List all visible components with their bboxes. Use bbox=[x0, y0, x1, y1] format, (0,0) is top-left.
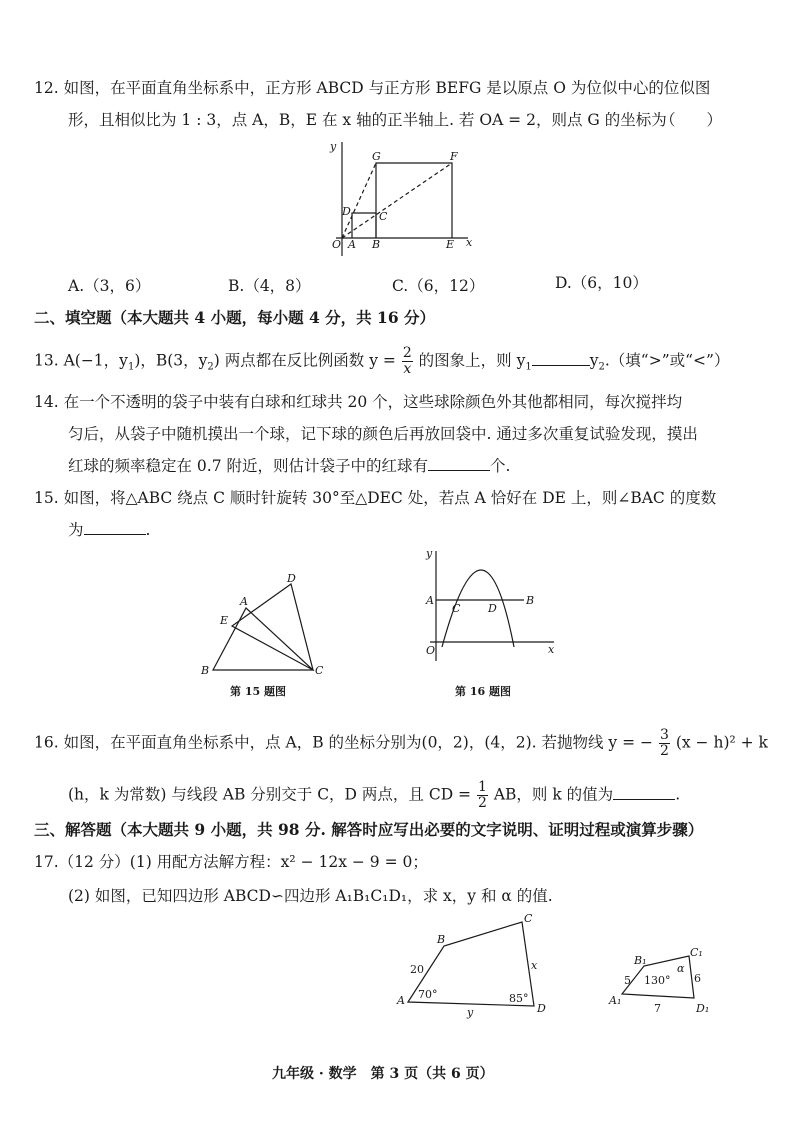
section3-title: 三、解答题（本大题共 9 小题，共 98 分. 解答时应写出必要的文字说明、证明过程或演算步骤） bbox=[34, 820, 704, 839]
q17-line2: (2) 如图，已知四边形 ABCD∽四边形 A₁B₁C₁D₁，求 x，y 和 α 的值. bbox=[68, 887, 553, 905]
q17-fig1-label-a: A bbox=[397, 994, 405, 1007]
q17-fig2-side-cd: 6 bbox=[694, 972, 701, 985]
q17-fig1-label-b: B bbox=[437, 933, 446, 946]
q16-line2-text: (h，k 为常数) 与线段 AB 分别交于 C，D 两点，且 CD = bbox=[68, 785, 472, 804]
q17-line1: 17.（12 分）(1) 用配方法解方程：x² − 12x − 9 = 0； bbox=[34, 853, 428, 871]
q13-pre: 13. A(−1，y bbox=[34, 351, 128, 370]
q17-fig2-side-ab: 5 bbox=[624, 974, 631, 987]
q17-fig1-side-y: y bbox=[467, 1006, 474, 1019]
q15-label-c: C bbox=[315, 664, 324, 677]
q16-frac2-num: 1 bbox=[477, 779, 487, 795]
q16-label-b: B bbox=[526, 594, 535, 607]
q16-fraction1 bbox=[659, 728, 670, 759]
q16-answer-blank[interactable] bbox=[613, 785, 675, 800]
q17-fig1-side-ab: 20 bbox=[410, 963, 424, 976]
q17-fig1-angle-a: 70° bbox=[418, 988, 438, 1001]
q16-figure bbox=[414, 545, 564, 665]
q16-line2 bbox=[68, 780, 680, 811]
q16-label-d: D bbox=[488, 602, 497, 615]
q12-label-e: E bbox=[446, 238, 455, 251]
q12-label-c: C bbox=[379, 210, 388, 223]
q13-frac-den: x bbox=[403, 361, 412, 377]
page-footer: 九年级 · 数学 第 3 页（共 6 页） bbox=[272, 1066, 494, 1082]
q15-label-b: B bbox=[201, 664, 210, 677]
q13-mid2: ) 两点都在反比例函数 y = bbox=[213, 351, 396, 370]
q15-figure bbox=[196, 568, 332, 684]
q14-line3-end: 个. bbox=[490, 457, 511, 475]
q12-option-b: B.（4，8） bbox=[228, 277, 311, 295]
q13-fraction bbox=[402, 346, 413, 377]
q15-label-a: A bbox=[240, 595, 248, 608]
q15-label-e: E bbox=[220, 614, 229, 627]
q16-frac1-num: 3 bbox=[659, 727, 669, 743]
q15-line2-end: . bbox=[145, 521, 151, 539]
q15-line2 bbox=[68, 520, 150, 540]
q16-label-x: x bbox=[548, 643, 555, 656]
q12-line1: 12. 如图，在平面直角坐标系中，正方形 ABCD 与正方形 BEFG 是以原点 O 为位似中心的位似图 bbox=[34, 79, 711, 97]
q15-line2-text: 为 bbox=[68, 521, 84, 539]
q12-option-d: D.（6，10） bbox=[555, 274, 648, 292]
q12-large-square bbox=[376, 163, 452, 238]
q14-line2: 匀后，从袋子中随机摸出一个球，记下球的颜色后再放回袋中. 通过多次重复试验发现，摸出 bbox=[68, 425, 698, 443]
q13-answer-blank[interactable] bbox=[532, 351, 590, 366]
q12-label-y: y bbox=[330, 140, 337, 153]
q12-label-o: O bbox=[332, 238, 342, 251]
q13-mid: )，B(3，y bbox=[134, 351, 208, 370]
section2-title: 二、填空题（本大题共 4 小题，每小题 4 分，共 16 分） bbox=[34, 308, 436, 327]
q16-label-y: y bbox=[426, 547, 433, 560]
q12-label-f: F bbox=[450, 150, 458, 163]
q13-post: 的图象上，则 y bbox=[418, 351, 526, 370]
q13-sub4: 2 bbox=[598, 361, 605, 373]
q17-fig2-label-a: A₁ bbox=[609, 994, 622, 1007]
q17-fig1-side-x: x bbox=[531, 959, 538, 972]
q13-sub3: 1 bbox=[525, 361, 532, 373]
q17-fig2-angle-b: 130° bbox=[644, 974, 671, 987]
q16-line1 bbox=[34, 728, 768, 759]
q16-line2-mid: AB，则 k 的值为 bbox=[493, 785, 614, 804]
q12-label-b: B bbox=[372, 238, 381, 251]
q17-figure-a1b1c1d1 bbox=[604, 946, 716, 1022]
q12-label-d: D bbox=[342, 205, 351, 218]
q16-frac2-den: 2 bbox=[477, 795, 487, 811]
q14-answer-blank[interactable] bbox=[428, 456, 490, 471]
q14-line3-text: 红球的频率稳定在 0.7 附近，则估计袋子中的红球有 bbox=[68, 457, 429, 475]
q15-line1: 15. 如图，将△ABC 绕点 C 顺时针旋转 30°至△DEC 处，若点 A 恰好在 DE 上，则∠BAC 的度数 bbox=[34, 489, 717, 507]
q12-answer-paren: （ ） bbox=[660, 111, 723, 129]
q15-answer-blank[interactable] bbox=[84, 520, 146, 535]
q16-line1-text: 16. 如图，在平面直角坐标系中，点 A，B 的坐标分别为(0，2)，(4，2). 若抛物线 y = − bbox=[34, 733, 654, 752]
q16-line2-end: . bbox=[675, 785, 681, 804]
q12-figure bbox=[300, 138, 480, 260]
q13-frac-num: 2 bbox=[402, 345, 412, 361]
q13-post2: .（填“>”或“<”） bbox=[604, 351, 730, 370]
q12-option-c: C.（6，12） bbox=[392, 277, 485, 295]
q12-label-x: x bbox=[466, 236, 473, 249]
q17-fig2-alpha: α bbox=[677, 962, 685, 975]
q16-label-a: A bbox=[426, 594, 434, 607]
q17-fig1-label-c: C bbox=[524, 912, 533, 925]
q13-line bbox=[34, 346, 729, 378]
q15-label-d: D bbox=[287, 572, 296, 585]
q12-dash-of bbox=[342, 163, 452, 238]
q14-line3 bbox=[68, 456, 510, 476]
q12-dash-og bbox=[342, 163, 376, 238]
q17-fig1-label-d: D bbox=[537, 1002, 546, 1015]
q12-option-a: A.（3，6） bbox=[68, 277, 151, 295]
q17-fig1-angle-d: 85° bbox=[509, 992, 529, 1005]
q13-tail-y: y bbox=[589, 351, 599, 370]
q13-sub1: 1 bbox=[127, 361, 135, 373]
q12-label-a: A bbox=[348, 238, 356, 251]
q17-fig2-label-c: C₁ bbox=[690, 946, 703, 959]
q17-fig2-label-b: B₁ bbox=[634, 954, 647, 967]
q17-fig2-side-ad: 7 bbox=[654, 1002, 661, 1015]
q12-label-g: G bbox=[372, 150, 381, 163]
q16-caption: 第 16 题图 bbox=[455, 685, 511, 698]
q13-sub2: 2 bbox=[207, 361, 214, 373]
q16-label-c: C bbox=[452, 602, 461, 615]
q14-line1: 14. 在一个不透明的袋子中装有白球和红球共 20 个，这些球除颜色外其他都相同，每次搅拌均 bbox=[34, 393, 683, 411]
q16-label-o: O bbox=[426, 644, 436, 657]
q16-line1-end: (x − h)² + k bbox=[675, 733, 768, 752]
q17-figure-abcd bbox=[394, 912, 556, 1022]
q16-frac1-den: 2 bbox=[659, 743, 669, 759]
q15-caption: 第 15 题图 bbox=[230, 685, 286, 698]
q17-fig2-label-d: D₁ bbox=[696, 1002, 710, 1015]
q12-line2: 形，且相似比为 1 : 3，点 A，B，E 在 x 轴的正半轴上. 若 OA = 2，则点 G 的坐标为 bbox=[68, 111, 667, 129]
q16-fraction2 bbox=[477, 780, 488, 811]
